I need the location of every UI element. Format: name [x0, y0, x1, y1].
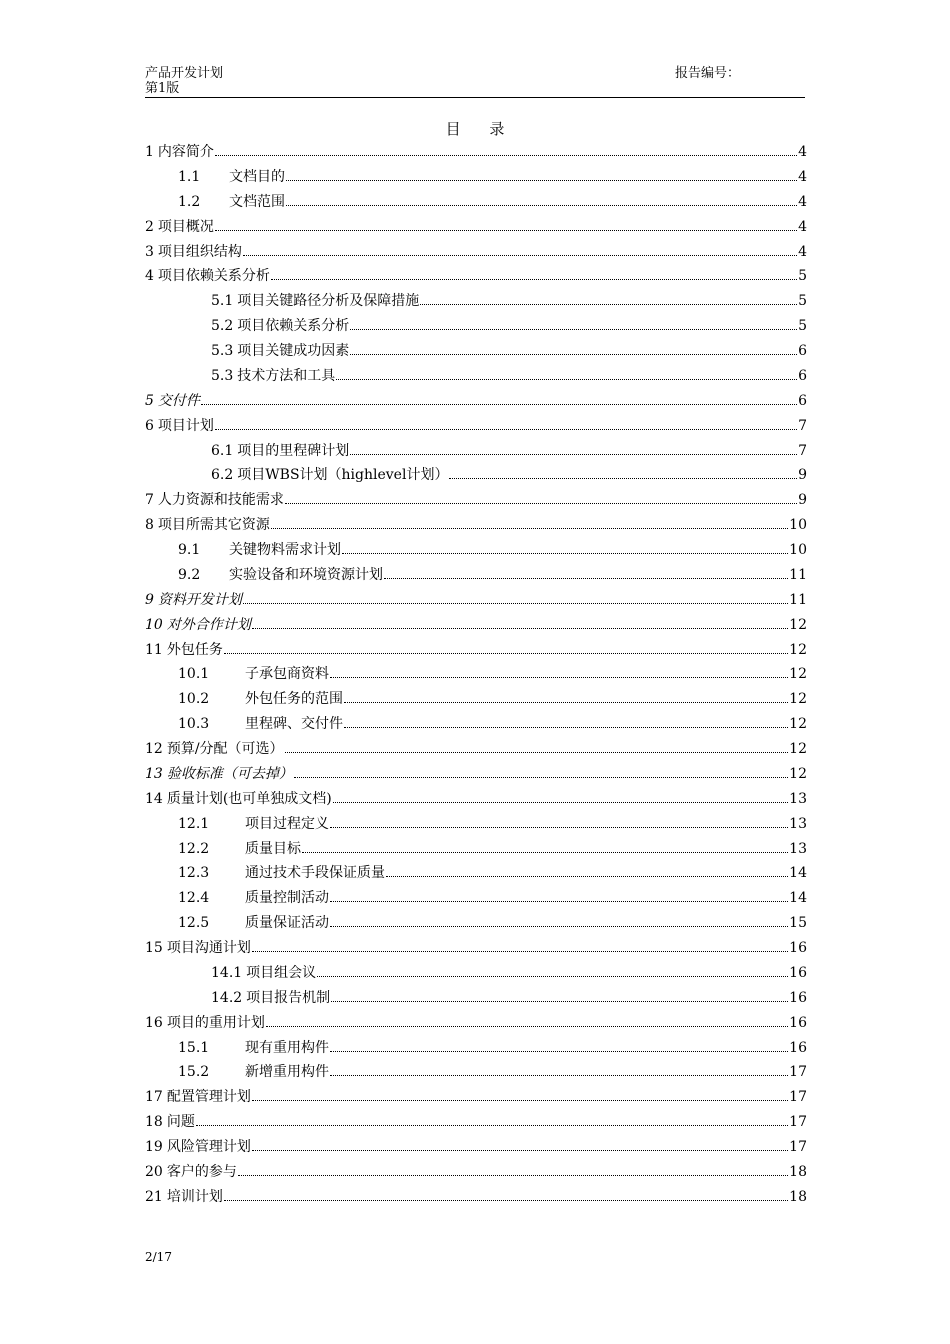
toc-entry-text: 质量目标	[245, 840, 301, 857]
toc-entry-text: 项目的重用计划	[166, 1014, 265, 1031]
toc-entry[interactable]	[145, 613, 807, 638]
toc-entry[interactable]	[145, 787, 807, 812]
toc-entry-page: 4	[798, 168, 807, 185]
toc-entry-text: 项目过程定义	[245, 815, 329, 832]
toc-entry-text: 培训计划	[166, 1188, 223, 1205]
toc-entry-text: 风险管理计划	[166, 1139, 251, 1155]
toc-leader-dots	[215, 155, 797, 156]
toc-entry[interactable]	[145, 240, 807, 265]
toc-entry-number: 10.1	[178, 666, 210, 683]
toc-entry-text: 客户的参与	[166, 1163, 237, 1180]
toc-entry-number: 15.1	[178, 1039, 210, 1056]
toc-entry-text: 验收标准（可去掉）	[166, 765, 293, 782]
toc-entry-page: 17	[789, 1114, 807, 1131]
toc-leader-dots	[420, 304, 797, 305]
toc-leader-dots	[330, 926, 788, 927]
toc-leader-dots	[344, 702, 788, 703]
toc-entry[interactable]	[145, 414, 807, 439]
toc-leader-dots	[386, 876, 788, 877]
toc-entry-number: 11	[145, 641, 163, 658]
toc-entry-number: 8	[145, 517, 154, 534]
toc-leader-dots	[342, 553, 788, 554]
toc-entry-page: 12	[789, 716, 807, 733]
toc-entry-page: 5	[798, 293, 807, 310]
toc-leader-dots	[350, 354, 797, 355]
toc-entry[interactable]	[145, 961, 807, 986]
toc-entry-number: 18	[145, 1114, 163, 1131]
toc-leader-dots	[252, 1100, 788, 1101]
toc-entry-number: 12.1	[178, 815, 210, 832]
toc-leader-dots	[302, 852, 788, 853]
toc-entry[interactable]	[145, 1036, 807, 1061]
toc-entry-text: 子承包商资料	[245, 666, 329, 683]
toc-entry-page: 13	[789, 815, 807, 832]
toc-entry-page: 4	[798, 218, 807, 235]
toc-entry-number: 2	[145, 218, 154, 235]
toc-entry-number: 12.3	[178, 865, 210, 882]
toc-entry-number: 1.1	[178, 168, 201, 185]
toc-leader-dots	[331, 1001, 788, 1002]
toc-entry[interactable]	[145, 687, 807, 712]
toc-leader-dots	[330, 1075, 788, 1076]
toc-leader-dots	[224, 653, 788, 654]
toc-entry-number: 1	[145, 144, 154, 160]
toc-entry-text: 项目计划	[157, 417, 214, 434]
toc-entry[interactable]	[145, 264, 807, 289]
toc-entry[interactable]	[145, 1085, 807, 1110]
toc-entry-text: 技术方法和工具	[237, 367, 336, 384]
toc-leader-dots	[333, 802, 788, 803]
toc-entry-text: 交付件	[157, 392, 200, 409]
toc-entry-page: 11	[789, 566, 807, 583]
toc-leader-dots	[243, 255, 797, 256]
toc-entry-number: 9.1	[178, 542, 201, 558]
toc-entry-text: 文档范围	[229, 193, 285, 210]
toc-entry[interactable]	[145, 762, 807, 787]
toc-leader-dots	[252, 951, 788, 952]
toc-entry-text: 现有重用构件	[245, 1039, 329, 1056]
toc-entry-text: 项目WBS计划（highlevel计划）	[237, 467, 449, 484]
header-left	[145, 66, 223, 96]
toc-entry[interactable]	[145, 140, 807, 165]
toc-entry[interactable]	[145, 1011, 807, 1036]
toc-entry-text: 关键物料需求计划	[229, 542, 341, 558]
toc-entry-number: 15.2	[178, 1064, 210, 1081]
toc-entry-number: 6.1	[211, 442, 234, 459]
toc-entry-number: 7	[145, 492, 154, 509]
toc-entry-number: 5.2	[211, 318, 234, 335]
toc-entry-text: 内容简介	[157, 144, 214, 160]
toc-entry-page: 16	[789, 1014, 807, 1031]
toc-entry-number: 15	[145, 940, 163, 956]
toc-entry-number: 4	[145, 268, 154, 285]
toc-leader-dots	[215, 429, 797, 430]
toc-entry-number: 21	[145, 1188, 163, 1205]
toc-leader-dots	[243, 603, 788, 604]
toc-entry-number: 12.4	[178, 890, 210, 907]
toc-entry[interactable]	[145, 737, 807, 762]
toc-entry-number: 5.1	[211, 293, 234, 310]
toc-leader-dots	[196, 1125, 788, 1126]
toc-entry-text: 外包任务的范围	[245, 691, 343, 708]
toc-entry[interactable]	[145, 936, 807, 961]
toc-entry-text: 项目关键成功因素	[237, 343, 350, 359]
toc-entry[interactable]	[145, 339, 807, 364]
toc-entry-number: 14	[145, 790, 163, 807]
toc-entry-number: 10.3	[178, 716, 210, 733]
toc-entry-page: 6	[798, 343, 807, 359]
toc-leader-dots	[286, 180, 797, 181]
toc-entry-page: 9	[798, 467, 807, 484]
toc-leader-dots	[330, 901, 788, 902]
toc-entry-page: 14	[789, 890, 807, 907]
toc-leader-dots	[384, 578, 788, 579]
toc-leader-dots	[350, 329, 797, 330]
toc-entry[interactable]	[145, 488, 807, 513]
toc-entry-text: 文档目的	[229, 168, 285, 185]
toc-entry-number: 6	[145, 417, 154, 434]
toc-entry-page: 14	[789, 865, 807, 882]
toc-entry-page: 5	[798, 318, 807, 335]
toc-entry-number: 5	[145, 392, 154, 409]
toc-entry-page: 16	[789, 1039, 807, 1056]
toc-entry-text: 项目的里程碑计划	[237, 442, 350, 459]
toc-entry[interactable]	[145, 389, 807, 414]
toc-entry[interactable]	[145, 563, 807, 588]
toc-leader-dots	[266, 1026, 788, 1027]
toc-entry-page: 12	[789, 641, 807, 658]
toc-entry[interactable]	[145, 190, 807, 215]
toc-entry[interactable]	[145, 215, 807, 240]
toc-entry[interactable]	[145, 439, 807, 464]
toc-entry-page: 12	[789, 691, 807, 708]
page-number: 2/17	[145, 1250, 172, 1264]
toc-entry-page: 12	[789, 765, 807, 782]
toc-entry-page: 18	[789, 1163, 807, 1180]
toc-entry[interactable]	[145, 538, 807, 563]
toc-entry-number: 5.3	[211, 343, 234, 359]
toc-entry-number: 10	[145, 616, 163, 633]
toc-entry-number: 9	[145, 591, 154, 608]
toc-entry-number: 19	[145, 1139, 163, 1155]
toc-entry-text: 质量保证活动	[245, 915, 329, 932]
toc-entry-text: 项目关键路径分析及保障措施	[237, 293, 420, 310]
toc-entry-text: 项目所需其它资源	[157, 517, 270, 534]
toc-entry[interactable]	[145, 314, 807, 339]
toc-entry-page: 17	[789, 1139, 807, 1155]
toc-entry-number: 3	[145, 243, 154, 260]
doc-title: 产品开发计划	[145, 66, 224, 81]
toc-entry-text: 资料开发计划	[157, 591, 242, 608]
toc-entry-text: 通过技术手段保证质量	[245, 865, 385, 882]
doc-version: 第1版	[145, 81, 180, 96]
toc-entry-page: 12	[789, 741, 807, 757]
toc-entry[interactable]	[145, 911, 807, 936]
toc-entry[interactable]	[145, 1135, 807, 1160]
toc-entry-number: 17	[145, 1089, 163, 1106]
toc-leader-dots	[350, 454, 797, 455]
toc-entry-text: 配置管理计划	[166, 1089, 251, 1106]
toc-entry[interactable]	[145, 986, 807, 1011]
toc-entry-number: 20	[145, 1163, 163, 1180]
toc-leader-dots	[286, 205, 797, 206]
toc-entry-number: 16	[145, 1014, 163, 1031]
toc-entry-page: 5	[798, 268, 807, 285]
toc-entry-number: 6.2	[211, 467, 234, 484]
toc-entry-text: 质量计划(也可单独成文档)	[166, 790, 332, 807]
toc-entry-text: 问题	[166, 1114, 195, 1131]
toc-leader-dots	[330, 677, 788, 678]
toc-leader-dots	[238, 1175, 788, 1176]
toc-entry[interactable]	[145, 1110, 807, 1135]
toc-leader-dots	[285, 752, 789, 753]
toc-entry-text: 项目报告机制	[246, 989, 331, 1006]
toc-entry[interactable]	[145, 165, 807, 190]
toc-entry-page: 16	[789, 940, 807, 956]
toc-entry-page: 12	[789, 666, 807, 683]
toc-entry-page: 17	[789, 1064, 807, 1081]
toc-entry-text: 新增重用构件	[245, 1064, 329, 1081]
toc-entry[interactable]	[145, 712, 807, 737]
toc-entry-text: 项目依赖关系分析	[157, 268, 270, 285]
toc-leader-dots	[215, 230, 797, 231]
toc-leader-dots	[336, 379, 797, 380]
toc-leader-dots	[449, 478, 797, 479]
toc-entry-text: 项目组织结构	[157, 243, 242, 260]
toc-entry-number: 10.2	[178, 691, 210, 708]
toc-entry-page: 16	[789, 989, 807, 1006]
toc-entry[interactable]	[145, 1060, 807, 1085]
header-divider	[145, 97, 805, 98]
toc-entry-number: 12	[145, 741, 163, 757]
toc-entry-number: 14.1	[211, 964, 243, 981]
toc-entry-page: 10	[789, 542, 807, 558]
toc-leader-dots	[252, 628, 788, 629]
toc-entry-text: 实验设备和环境资源计划	[229, 566, 383, 583]
toc-leader-dots	[330, 827, 788, 828]
toc-title: 目 录	[445, 120, 517, 138]
toc-entry-number: 9.2	[178, 566, 201, 583]
toc-leader-dots	[285, 503, 797, 504]
toc-entry[interactable]	[145, 837, 807, 862]
toc-entry-text: 项目依赖关系分析	[237, 318, 350, 335]
toc-leader-dots	[271, 528, 788, 529]
toc-leader-dots	[201, 404, 797, 405]
toc-entry-page: 4	[798, 144, 807, 160]
toc-entry-page: 9	[798, 492, 807, 509]
toc-entry-text: 项目沟通计划	[166, 940, 251, 956]
toc-entry-number: 12.5	[178, 915, 210, 932]
toc-entry-number: 14.2	[211, 989, 243, 1006]
toc-entry[interactable]	[145, 1160, 807, 1185]
toc-entry-number: 12.2	[178, 840, 210, 857]
toc-entry-page: 15	[789, 915, 807, 932]
toc-entry[interactable]	[145, 638, 807, 663]
toc-entry-text: 外包任务	[166, 641, 223, 658]
toc-entry-page: 7	[798, 417, 807, 434]
toc-entry[interactable]	[145, 861, 807, 886]
toc-entry-text: 项目组会议	[246, 964, 317, 981]
toc-entry[interactable]	[145, 289, 807, 314]
toc-entry-page: 12	[789, 616, 807, 633]
toc-entry-text: 项目概况	[157, 218, 214, 235]
toc-entry-page: 6	[798, 367, 807, 384]
toc-entry[interactable]	[145, 812, 807, 837]
toc-leader-dots	[344, 727, 788, 728]
toc-leader-dots	[224, 1200, 788, 1201]
toc-entry-text: 质量控制活动	[245, 890, 329, 907]
toc-entry[interactable]	[145, 886, 807, 911]
toc-entry-page: 17	[789, 1089, 807, 1106]
toc-leader-dots	[271, 279, 797, 280]
toc-entry-text: 里程碑、交付件	[245, 716, 343, 733]
toc-entry[interactable]	[145, 588, 807, 613]
toc-entry-page: 4	[798, 243, 807, 260]
toc-leader-dots	[330, 1051, 788, 1052]
toc-entry-page: 11	[789, 591, 807, 608]
toc-entry[interactable]	[145, 513, 807, 538]
toc-entry-page: 13	[789, 790, 807, 807]
toc-entry-page: 18	[789, 1188, 807, 1205]
toc-entry-number: 5.3	[211, 367, 234, 384]
toc-entry[interactable]	[145, 364, 807, 389]
table-of-contents	[145, 140, 807, 1210]
toc-entry[interactable]	[145, 1185, 807, 1210]
toc-entry-page: 7	[798, 442, 807, 459]
toc-leader-dots	[294, 777, 788, 778]
toc-leader-dots	[252, 1150, 788, 1151]
toc-entry-number: 13	[145, 765, 163, 782]
toc-entry-page: 10	[789, 517, 807, 534]
toc-entry-text: 人力资源和技能需求	[157, 492, 284, 509]
toc-entry-page: 13	[789, 840, 807, 857]
toc-entry-page: 6	[798, 392, 807, 409]
toc-entry-page: 16	[789, 964, 807, 981]
toc-entry-page: 4	[798, 193, 807, 210]
toc-entry-text: 预算/分配（可选）	[166, 741, 284, 757]
toc-entry[interactable]	[145, 463, 807, 488]
toc-entry-number: 1.2	[178, 193, 201, 210]
toc-entry[interactable]	[145, 662, 807, 687]
report-number-label: 报告编号：	[675, 66, 741, 81]
toc-leader-dots	[317, 976, 788, 977]
toc-entry-text: 对外合作计划	[166, 616, 251, 633]
